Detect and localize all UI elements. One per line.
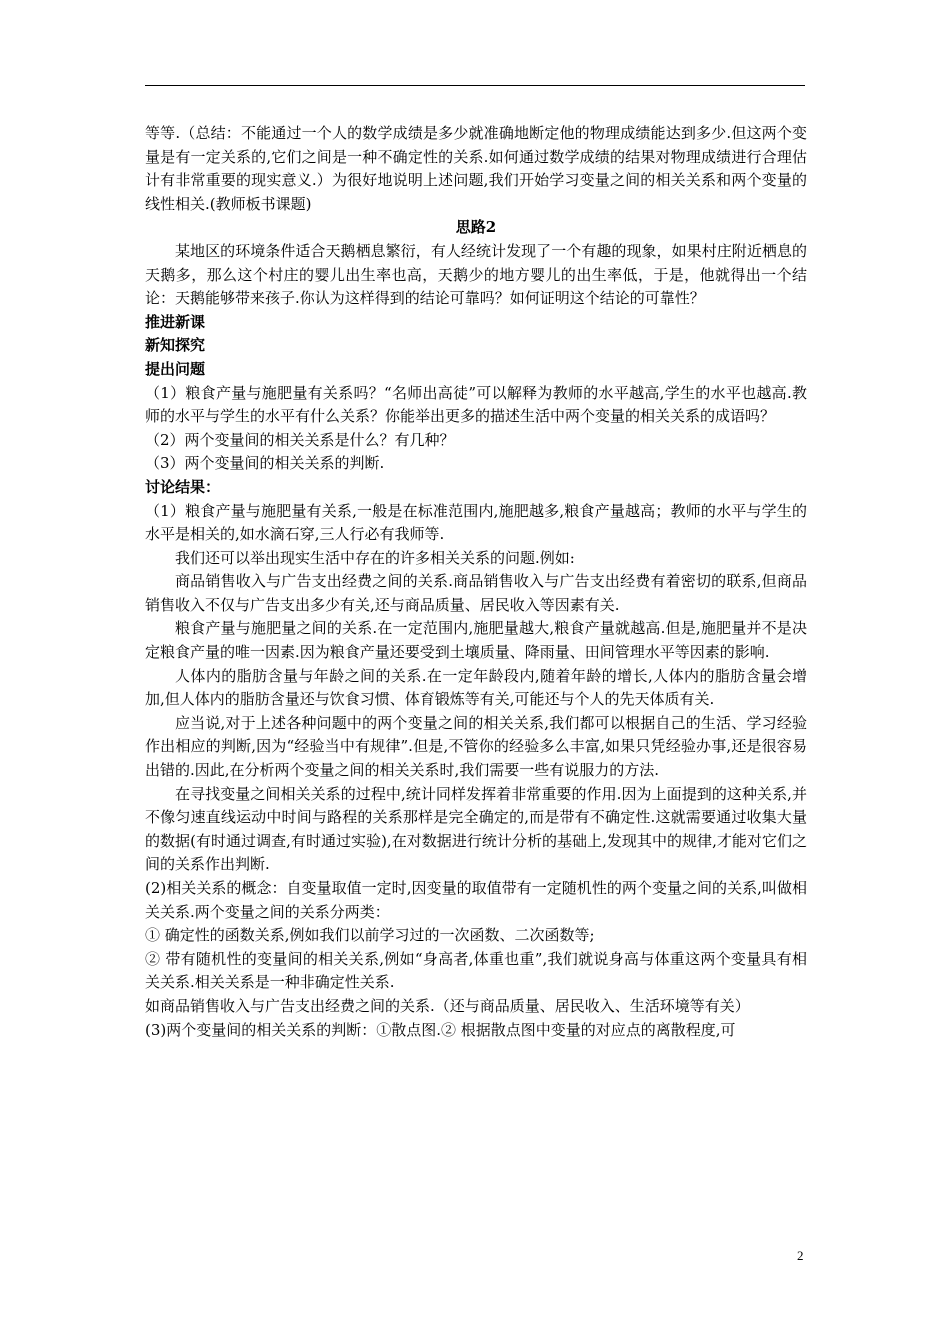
paragraph-grain-fertilizer: 粮食产量与施肥量之间的关系.在一定范围内,施肥量越大,粮食产量就越高.但是,施肥量并不是决定粮食产量的唯一因素.因为粮食产量还要受到土壤质量、降雨量、田间管理水平等因素的影响. bbox=[145, 619, 807, 662]
paragraph-swan-example: 某地区的环境条件适合天鹅栖息繁衍，有人经统计发现了一个有趣的现象，如果村庄附近栖息的天鹅多，那么这个村庄的婴儿出生率也高，天鹅少的地方婴儿的出生率低，于是，他就得出一个结论：天鹅能够带来孩子.你认为这样得到的结论可靠吗？如何证明这个结论的可靠性？ bbox=[145, 241, 807, 308]
list-item-deterministic: ① 确定性的函数关系,例如我们以前学习过的一次函数、二次函数等; bbox=[145, 926, 595, 945]
heading-new-lesson: 推进新课 bbox=[145, 312, 206, 331]
answer-2-definition: (2)相关关系的概念：自变量取值一定时,因变量的取值带有一定随机性的两个变量之间的关系,叫做相关关系.两个变量之间的关系分两类： bbox=[145, 879, 807, 921]
question-3: （3）两个变量间的相关关系的判断. bbox=[145, 454, 385, 473]
document-body bbox=[145, 122, 807, 1042]
header-rule bbox=[145, 85, 805, 86]
section-heading-silu2: 思路2 bbox=[455, 218, 497, 237]
paragraph-body-fat-age: 人体内的脂肪含量与年龄之间的关系.在一定年龄段内,随着年龄的增长,人体内的脂肪含量会增加,但人体内的脂肪含量还与饮食习惯、体育锻炼等有关,可能还与个人的先天体质有关. bbox=[145, 666, 807, 709]
paragraph-summary: 等等.（总结：不能通过一个人的数学成绩是多少就准确地断定他的物理成绩能达到多少.但这两个变量是有一定关系的,它们之间是一种不确定性的关系.如何通过数学成绩的结果对物理成绩进行合理估计有非常重要的现实意义.）为很好地说明上述问题,我们开始学习变量之间的相关关系和两个变量的线性相关.(教师板书课题) bbox=[145, 124, 807, 213]
page-number: 2 bbox=[797, 1248, 804, 1263]
paragraph-experience: 应当说,对于上述各种问题中的两个变量之间的相关关系,我们都可以根据自己的生活、学习经验作出相应的判断,因为“经验当中有规律”.但是,不管你的经验多么丰富,如果只凭经验办事,还是很容易出错的.因此,在分析两个变量之间的相关关系时,我们需要一些有说服力的方法. bbox=[145, 713, 807, 780]
heading-questions: 提出问题 bbox=[145, 359, 206, 378]
paragraph-sales-ads: 商品销售收入与广告支出经费之间的关系.商品销售收入与广告支出经费有着密切的联系,但商品销售收入不仅与广告支出多少有关,还与商品质量、居民收入等因素有关. bbox=[145, 572, 807, 614]
answer-1: （1）粮食产量与施肥量有关系,一般是在标准范围内,施肥越多,粮食产量越高；教师的水平与学生的水平是相关的,如水滴石穿,三人行必有我师等. bbox=[145, 501, 807, 544]
list-item-random: ② 带有随机性的变量间的相关关系,例如“身高者,体重也重”,我们就说身高与体重这两个变量具有相关关系.相关关系是一种非确定性关系. bbox=[145, 949, 807, 992]
paragraph-statistics-role: 在寻找变量之间相关关系的过程中,统计同样发挥着非常重要的作用.因为上面提到的这种关系,并不像匀速直线运动中时间与路程的关系那样是完全确定的,而是带有不确定性.这就需要通过收集大量的数据(有时通过调查,有时通过实验),在对数据进行统计分析的基础上,发现其中的规律,才能对它们之间的关系作出判断. bbox=[145, 784, 807, 874]
question-2: （2）两个变量间的相关关系是什么？有几种？ bbox=[145, 430, 455, 449]
question-1: （1）粮食产量与施肥量有关系吗？“名师出高徒”可以解释为教师的水平越高,学生的水平也越高.教师的水平与学生的水平有什么关系？你能举出更多的描述生活中两个变量的相关关系的成语吗？ bbox=[145, 383, 807, 426]
heading-discussion-results: 讨论结果： bbox=[145, 477, 221, 496]
answer-3-judgment: (3)两个变量间的相关关系的判断：①散点图.② 根据散点图中变量的对应点的离散程度,可 bbox=[145, 1020, 736, 1039]
paragraph-sales-note: 如商品销售收入与广告支出经费之间的关系.（还与商品质量、居民收入、生活环境等有关） bbox=[145, 996, 750, 1015]
heading-new-knowledge: 新知探究 bbox=[145, 336, 206, 355]
paragraph-examples-intro: 我们还可以举出现实生活中存在的许多相关关系的问题.例如: bbox=[175, 548, 575, 567]
